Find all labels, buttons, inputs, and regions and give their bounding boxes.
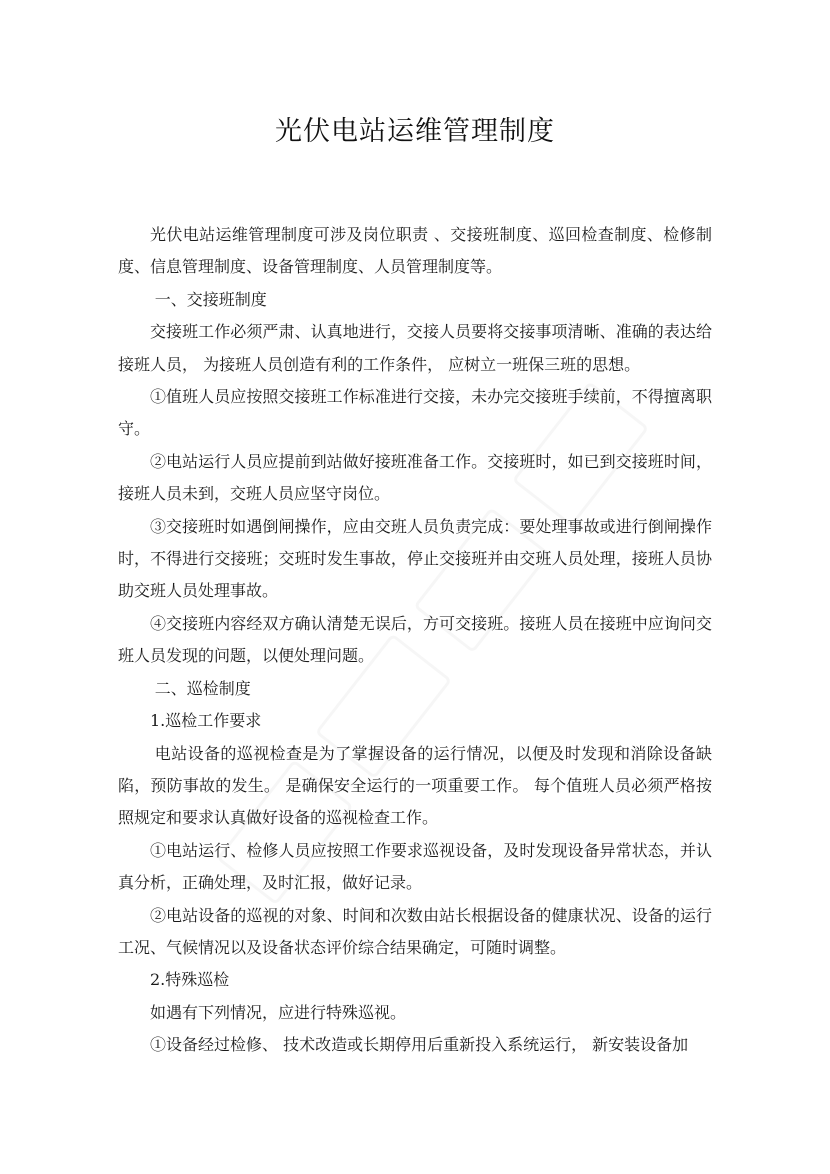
- paragraph: 电站设备的巡视检查是为了掌握设备的运行情况，以便及时发现和消除设备缺陷，预防事故的发生。 是确保安全运行的一项重要工作。 每个值班人员必须严格按照规定和要求认真做好设备的巡视检查工作。: [118, 743, 712, 828]
- subsection-heading: 1.巡检工作要求: [150, 711, 262, 731]
- document-body: [118, 219, 712, 1062]
- subsection-heading: 2.特殊巡检: [150, 970, 230, 990]
- intro-paragraph: 光伏电站运维管理制度可涉及岗位职责 、交接班制度、巡回检查制度、检修制度、信息管理制度、设备管理制度、人员管理制度等。: [118, 225, 712, 277]
- paragraph: ①电站运行、检修人员应按照工作要求巡视设备，及时发现设备异常状态，并认真分析，正确处理，及时汇报，做好记录。: [118, 840, 712, 893]
- paragraph: ①设备经过检修、 技术改造或长期停用后重新投入系统运行， 新安装设备加: [150, 1035, 689, 1055]
- section-heading-inspection: 二、巡检制度: [154, 678, 251, 698]
- section-heading-handover: 一、交接班制度: [154, 289, 267, 309]
- document-title: 光伏电站运维管理制度: [275, 116, 555, 147]
- paragraph: ②电站设备的巡视的对象、时间和次数由站长根据设备的健康状况、设备的运行工况、气候情况以及设备状态评价综合结果确定，可随时调整。: [118, 905, 712, 957]
- paragraph: ②电站运行人员应提前到站做好接班准备工作。交接班时，如已到交接班时间，接班人员未到，交班人员应坚守岗位。: [118, 451, 712, 504]
- paragraph: ④交接班内容经双方确认清楚无误后，方可交接班。接班人员在接班中应询问交班人员发现的问题，以便处理问题。: [118, 613, 712, 666]
- paragraph: ③交接班时如遇倒闸操作，应由交班人员负责完成：要处理事故或进行倒闸操作时，不得进行交接班；交班时发生事故，停止交接班并由交班人员处理，接班人员协助交班人员处理事故。: [118, 516, 712, 601]
- paragraph: ①值班人员应按照交接班工作标准进行交接，未办完交接班手续前，不得擅离职守。: [118, 387, 712, 439]
- paragraph: 交接班工作必须严肃、认真地进行，交接人员要将交接事项清晰、准确的表达给接班人员， 为接班人员创造有利的工作条件， 应树立一班保三班的思想。: [118, 322, 712, 374]
- paragraph: 如遇有下列情况，应进行特殊巡视。: [150, 1002, 407, 1022]
